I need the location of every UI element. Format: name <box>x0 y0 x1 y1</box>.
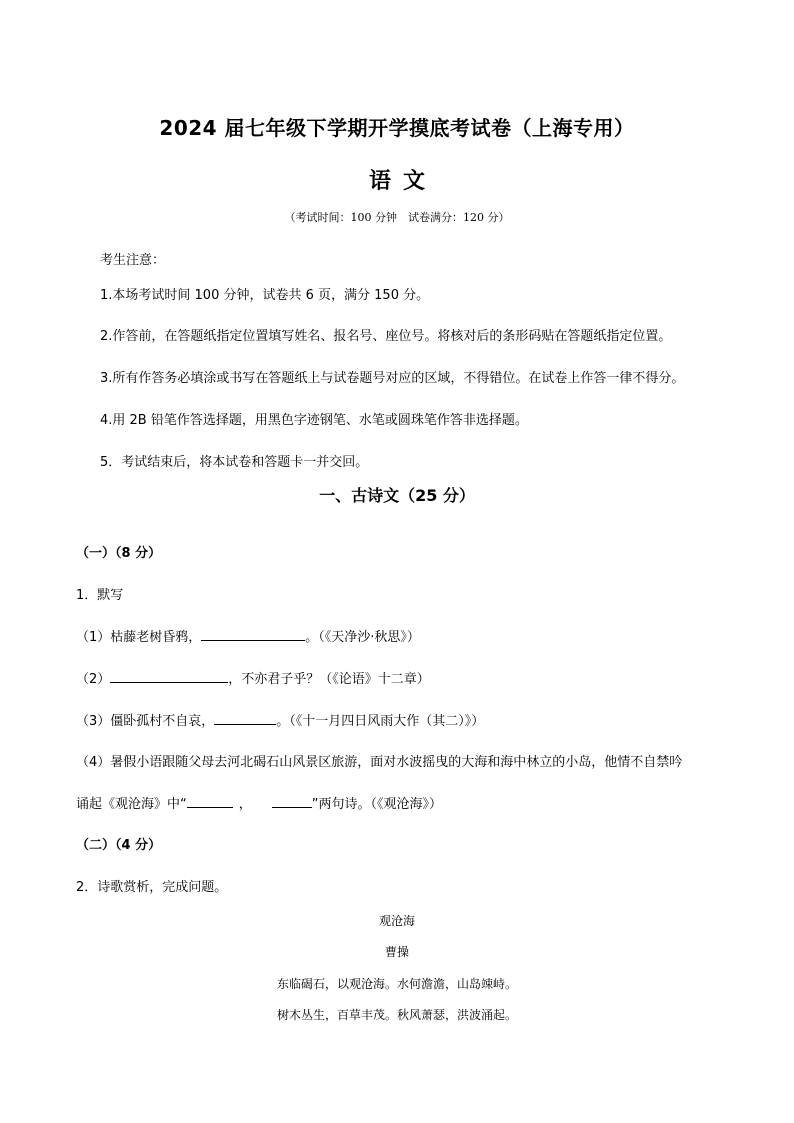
part1-heading: （一）（8 分） <box>76 546 162 561</box>
dictation-item-2 <box>76 668 430 687</box>
dictation-item-4-comma: ， <box>238 797 252 812</box>
answer-blank-4b[interactable] <box>272 795 312 808</box>
dictation-item-3 <box>76 710 484 729</box>
notice-heading: 考生注意： <box>100 253 166 268</box>
answer-blank-1[interactable] <box>201 628 305 641</box>
answer-blank-3[interactable] <box>214 712 276 725</box>
dictation-item-2-suffix: ，不亦君子乎？（《论语》十二章） <box>228 672 430 687</box>
subject-title: 语文 <box>368 169 437 194</box>
dictation-item-2-prefix: （2） <box>76 672 111 687</box>
question-1-label: 1．默写 <box>76 588 124 603</box>
part2-heading: （二）（4 分） <box>76 838 162 853</box>
dictation-item-4-text-c: ”两句诗。（《观沧海》） <box>311 797 443 812</box>
poem-title: 观沧海 <box>378 914 415 928</box>
notice-item-5: 5．考试结束后，将本试卷和答题卡一并交回。 <box>100 455 369 470</box>
question-2-label: 2．诗歌赏析，完成问题。 <box>76 880 228 895</box>
notice-item-1: 1.本场考试时间 100 分钟，试卷共 6 页，满分 150 分。 <box>100 288 430 303</box>
notice-item-4: 4.用 2B 铅笔作答选择题，用黑色字迹钢笔、水笔或圆珠笔作答非选择题。 <box>100 413 528 428</box>
section-title-classical-poetry: 一、古诗文（25 分） <box>319 486 475 505</box>
notice-item-2: 2.作答前，在答题纸指定位置填写姓名、报名号、座位号。将核对后的条形码贴在答题纸指定位置。 <box>100 329 672 344</box>
answer-blank-4a[interactable] <box>187 795 233 808</box>
poem-line-1: 东临碣石，以观沧海。水何澹澹，山岛竦峙。 <box>276 977 517 991</box>
exam-info: （考试时间：100 分钟 试卷满分：120 分） <box>284 211 510 224</box>
dictation-item-3-prefix: （3）僵卧孤村不自哀， <box>76 714 215 729</box>
answer-blank-2[interactable] <box>110 670 228 683</box>
dictation-item-4-text-a: 诵起《观沧海》中“ <box>76 797 187 812</box>
notice-item-3: 3.所有作答务必填涂或书写在答题纸上与试卷题号对应的区域，不得错位。在试卷上作答一律不得分。 <box>100 371 685 386</box>
dictation-item-4-line-2 <box>76 793 442 812</box>
dictation-item-1 <box>76 626 420 645</box>
dictation-item-3-suffix: 。（《十一月四日风雨大作（其二）》） <box>276 714 485 729</box>
exam-title: 2024 届七年级下学期开学摸底考试卷（上海专用） <box>159 116 635 140</box>
poem-author: 曹操 <box>384 945 409 959</box>
dictation-item-1-suffix: 。（《天净沙·秋思》） <box>305 630 420 645</box>
dictation-item-4-line-1: （4）暑假小语跟随父母去河北碣石山风景区旅游，面对水波摇曳的大海和海中林立的小岛，他情不自禁吟 <box>76 755 683 770</box>
dictation-item-1-prefix: （1）枯藤老树昏鸦， <box>76 630 202 645</box>
poem-line-2: 树木丛生，百草丰茂。秋风萧瑟，洪波涌起。 <box>276 1008 517 1022</box>
